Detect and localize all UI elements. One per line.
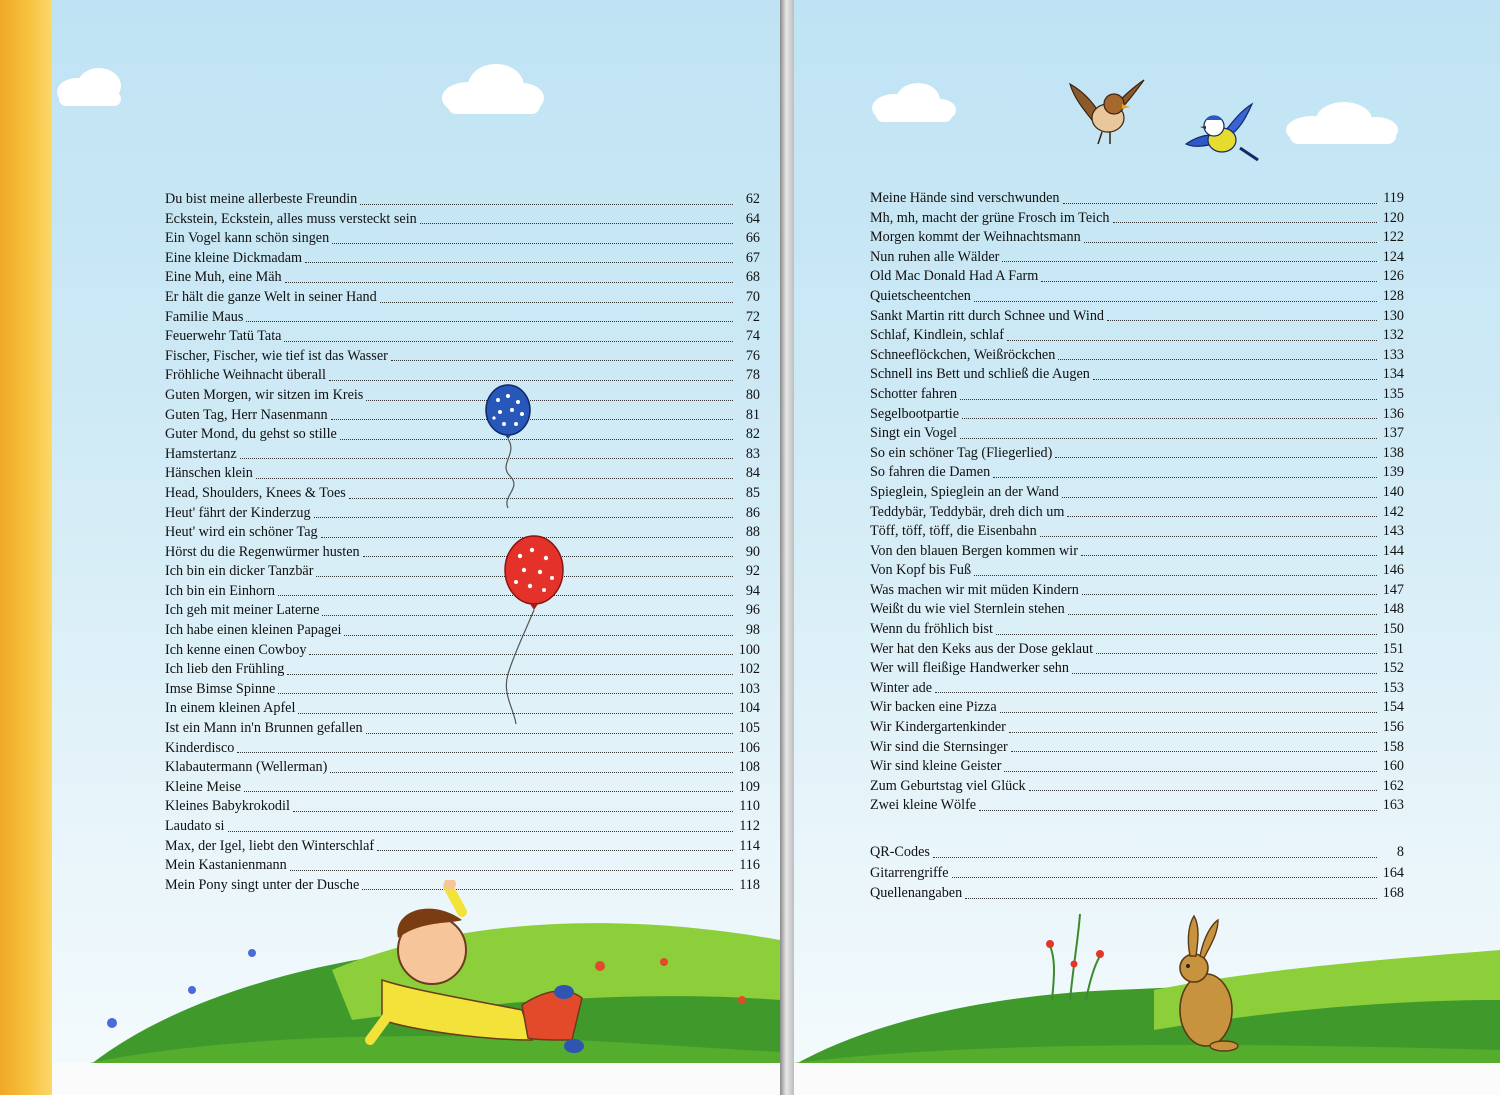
toc-entry-title: Head, Shoulders, Knees & Toes <box>165 484 346 501</box>
toc-entry-title: Eine kleine Dickmadam <box>165 249 303 266</box>
toc-entry-page-number: 118 <box>739 876 760 893</box>
toc-entry-page-number: 139 <box>1382 464 1404 481</box>
toc-entry-page-number: 136 <box>1382 405 1404 422</box>
toc-entry <box>165 464 760 484</box>
toc-entry-title: Feuerwehr Tatü Tata <box>165 328 282 345</box>
toc-entry-page-number: 168 <box>1382 885 1404 901</box>
toc-entry-page-number: 114 <box>739 837 760 854</box>
toc-entry-title: Von den blauen Bergen kommen wir <box>870 542 1078 559</box>
toc-dot-leader <box>1000 711 1377 713</box>
toc-entry-title: Weißt du wie viel Sternlein stehen <box>870 601 1065 618</box>
toc-entry <box>165 425 760 445</box>
toc-dot-leader <box>330 771 733 773</box>
toc-entry-title: Heut' wird ein schöner Tag <box>165 524 318 541</box>
toc-entry-title: Kleine Meise <box>165 778 242 795</box>
toc-entry-title: Hamstertanz <box>165 445 237 462</box>
toc-entry-page-number: 67 <box>745 249 760 266</box>
toc-entry-page-number: 160 <box>1382 758 1404 775</box>
toc-dot-leader <box>1068 613 1377 615</box>
toc-entry-page-number: 85 <box>745 484 760 501</box>
toc-entry <box>870 600 1404 620</box>
toc-entry-title: Schlaf, Kindlein, schlaf <box>870 327 1004 344</box>
toc-entry <box>165 699 760 719</box>
left-page <box>52 0 780 1095</box>
toc-dot-leader <box>290 869 733 871</box>
toc-entry-title: Wir sind die Sternsinger <box>870 738 1008 755</box>
toc-entry-page-number: 86 <box>745 504 760 521</box>
toc-entry <box>870 796 1404 816</box>
toc-entry-title: Guten Tag, Herr Nasenmann <box>165 406 328 423</box>
toc-dot-leader <box>1011 750 1377 752</box>
toc-entry-title: Familie Maus <box>165 308 244 325</box>
toc-entry-title: Hänschen klein <box>165 465 253 482</box>
toc-dot-leader <box>285 281 733 283</box>
toc-dot-leader <box>960 398 1377 400</box>
toc-entry <box>870 248 1404 268</box>
toc-entry-page-number: 104 <box>738 700 760 717</box>
toc-dot-leader <box>996 633 1377 635</box>
toc-entry-page-number: 106 <box>738 739 760 756</box>
toc-entry <box>165 680 760 700</box>
toc-entry-page-number: 133 <box>1382 346 1404 363</box>
toc-entry <box>165 719 760 739</box>
toc-dot-leader <box>935 691 1377 693</box>
toc-entry <box>165 210 760 230</box>
toc-entry-title: Ich bin ein dicker Tanzbär <box>165 563 314 580</box>
book-spine <box>780 0 794 1095</box>
toc-entry-title: Sankt Martin ritt durch Schnee und Wind <box>870 307 1105 324</box>
toc-entry <box>870 287 1404 307</box>
toc-entry <box>165 308 760 328</box>
toc-dot-leader <box>1040 535 1377 537</box>
toc-entry-title: Quietscheentchen <box>870 287 971 304</box>
toc-entry-title: Was machen wir mit müden Kindern <box>870 581 1079 598</box>
toc-list-appendix <box>870 842 1404 904</box>
toc-dot-leader <box>380 301 733 303</box>
toc-dot-leader <box>1067 515 1377 517</box>
toc-entry-title: Fischer, Fischer, wie tief ist das Wasser <box>165 347 388 364</box>
toc-entry-page-number: 116 <box>739 857 760 874</box>
toc-entry-page-number: 164 <box>1382 864 1404 881</box>
toc-entry <box>870 209 1404 229</box>
toc-dot-leader <box>237 751 733 753</box>
toc-entry <box>870 620 1404 640</box>
toc-dot-leader <box>1082 593 1377 595</box>
toc-entry-title: Segelbootpartie <box>870 405 960 422</box>
flower-stems-illustration <box>1050 914 1100 1000</box>
toc-entry <box>165 445 760 465</box>
toc-entry-title: Ich geh mit meiner Laterne <box>165 602 320 619</box>
toc-entry-page-number: 148 <box>1382 601 1404 618</box>
toc-entry-title: Ich kenne einen Cowboy <box>165 641 307 658</box>
red-balloon-illustration <box>494 534 574 734</box>
toc-entry <box>165 562 760 582</box>
toc-dot-leader <box>960 437 1377 439</box>
toc-entry <box>870 738 1404 758</box>
toc-entry-title: Schneeflöckchen, Weißröckchen <box>870 346 1056 363</box>
toc-entry <box>870 679 1404 699</box>
toc-entry-title: Kinderdisco <box>165 739 235 756</box>
toc-entry <box>870 189 1404 209</box>
toc-entry-page-number: 140 <box>1382 483 1404 500</box>
toc-entry-title: QR-Codes <box>870 844 930 860</box>
cloud-illustration <box>57 62 127 112</box>
right-page <box>794 0 1500 1095</box>
toc-entry-page-number: 103 <box>738 680 760 697</box>
toc-dot-leader <box>1007 339 1377 341</box>
toc-dot-leader <box>974 300 1377 302</box>
toc-dot-leader <box>1041 280 1377 282</box>
toc-entry <box>165 797 760 817</box>
toc-entry-page-number: 144 <box>1382 542 1404 559</box>
toc-dot-leader <box>979 809 1377 811</box>
toc-entry <box>870 863 1404 884</box>
toc-entry <box>165 739 760 759</box>
toc-dot-leader <box>377 849 733 851</box>
toc-entry-page-number: 156 <box>1382 719 1404 736</box>
toc-entry-page-number: 78 <box>745 367 760 384</box>
toc-entry-page-number: 122 <box>1382 229 1404 246</box>
toc-entry <box>165 817 760 837</box>
toc-entry-title: Schotter fahren <box>870 385 958 402</box>
toc-entry-page-number: 124 <box>1382 248 1404 265</box>
toc-entry <box>870 757 1404 777</box>
toc-dot-leader <box>993 476 1377 478</box>
toc-entry <box>165 758 760 778</box>
toc-entry-page-number: 134 <box>1382 366 1404 383</box>
bluetit-illustration <box>1180 100 1264 166</box>
cloud-illustration <box>438 58 548 118</box>
toc-entry-title: Spieglein, Spieglein an der Wand <box>870 483 1059 500</box>
toc-entry <box>165 268 760 288</box>
toc-dot-leader <box>1029 789 1377 791</box>
toc-entry <box>165 327 760 347</box>
cloud-illustration <box>1282 98 1402 148</box>
toc-entry-page-number: 94 <box>745 582 760 599</box>
toc-entry-title: Heut' fährt der Kinderzug <box>165 504 311 521</box>
toc-entry-title: Ich habe einen kleinen Papagei <box>165 622 342 639</box>
toc-entry <box>870 326 1404 346</box>
toc-entry-page-number: 126 <box>1382 268 1404 285</box>
toc-entry <box>165 778 760 798</box>
toc-entry-page-number: 64 <box>745 210 760 227</box>
toc-entry-page-number: 83 <box>745 445 760 462</box>
toc-dot-leader <box>1009 731 1377 733</box>
toc-dot-leader <box>933 856 1377 858</box>
toc-entry <box>870 267 1404 287</box>
toc-entry <box>165 660 760 680</box>
toc-entry-title: Fröhliche Weihnacht überall <box>165 367 326 384</box>
toc-entry <box>870 581 1404 601</box>
toc-entry-title: Wir backen eine Pizza <box>870 699 997 716</box>
toc-entry-page-number: 158 <box>1382 738 1404 755</box>
toc-dot-leader <box>952 876 1377 878</box>
toc-entry <box>165 523 760 543</box>
toc-entry-title: Kleines Babykrokodil <box>165 798 290 815</box>
toc-entry-page-number: 132 <box>1382 327 1404 344</box>
toc-entry <box>165 190 760 210</box>
toc-entry <box>870 718 1404 738</box>
toc-dot-leader <box>1058 358 1377 360</box>
toc-entry-page-number: 119 <box>1383 190 1404 206</box>
toc-entry-page-number: 102 <box>738 661 760 678</box>
toc-entry-title: Singt ein Vogel <box>870 425 957 442</box>
toc-dot-leader <box>1107 319 1377 321</box>
blue-balloon-illustration <box>478 384 538 514</box>
toc-dot-leader <box>1055 456 1377 458</box>
toc-entry <box>165 582 760 602</box>
toc-entry-page-number: 98 <box>745 622 760 639</box>
toc-entry-page-number: 84 <box>745 465 760 482</box>
toc-entry-page-number: 151 <box>1382 640 1404 657</box>
toc-entry-page-number: 82 <box>745 426 760 443</box>
toc-dot-leader <box>1084 241 1377 243</box>
toc-entry-page-number: 105 <box>738 720 760 737</box>
sparrow-illustration <box>1064 74 1150 150</box>
toc-dot-leader <box>1081 554 1377 556</box>
toc-entry <box>870 561 1404 581</box>
toc-entry-page-number: 146 <box>1382 562 1404 579</box>
toc-entry <box>165 249 760 269</box>
toc-dot-leader <box>366 399 733 401</box>
toc-entry-page-number: 147 <box>1382 581 1404 598</box>
toc-entry-page-number: 66 <box>745 230 760 247</box>
toc-entry-page-number: 150 <box>1382 621 1404 638</box>
toc-entry-page-number: 74 <box>745 328 760 345</box>
toc-entry <box>165 229 760 249</box>
toc-entry <box>870 228 1404 248</box>
toc-entry <box>870 424 1404 444</box>
toc-entry-title: Guten Morgen, wir sitzen im Kreis <box>165 386 364 403</box>
toc-entry-title: Von Kopf bis Fuß <box>870 562 972 579</box>
toc-dot-leader <box>349 497 733 499</box>
toc-dot-leader <box>1062 496 1377 498</box>
toc-entry <box>165 641 760 661</box>
toc-entry-title: Ein Vogel kann schön singen <box>165 230 330 247</box>
toc-entry <box>870 346 1404 366</box>
toc-entry-page-number: 70 <box>745 288 760 305</box>
toc-dot-leader <box>329 379 733 381</box>
toc-entry <box>870 503 1404 523</box>
toc-entry <box>870 542 1404 562</box>
toc-entry-title: Wer hat den Keks aus der Dose geklaut <box>870 640 1094 657</box>
toc-entry <box>870 777 1404 797</box>
toc-entry-title: Ist ein Mann in'n Brunnen gefallen <box>165 720 363 737</box>
toc-entry-page-number: 137 <box>1382 425 1404 442</box>
toc-entry-page-number: 62 <box>745 191 760 207</box>
toc-dot-leader <box>1004 770 1377 772</box>
toc-entry-page-number: 8 <box>1396 844 1404 860</box>
toc-entry-page-number: 135 <box>1382 385 1404 402</box>
toc-entry-title: Teddybär, Teddybär, dreh dich um <box>870 503 1065 520</box>
toc-entry-page-number: 138 <box>1382 444 1404 461</box>
toc-entry <box>870 405 1404 425</box>
toc-entry-page-number: 100 <box>738 641 760 658</box>
toc-dot-leader <box>244 790 733 792</box>
toc-entry-title: Gitarrengriffe <box>870 864 949 881</box>
toc-entry-title: Schnell ins Bett und schließ die Augen <box>870 366 1090 383</box>
toc-entry <box>870 385 1404 405</box>
toc-dot-leader <box>293 810 733 812</box>
toc-entry <box>165 856 760 876</box>
toc-entry-page-number: 163 <box>1382 797 1404 814</box>
toc-entry-title: Er hält die ganze Welt in seiner Hand <box>165 288 377 305</box>
toc-entry-title: In einem kleinen Apfel <box>165 700 296 717</box>
toc-entry-page-number: 152 <box>1382 660 1404 677</box>
toc-entry <box>165 366 760 386</box>
toc-entry-title: Töff, töff, töff, die Eisenbahn <box>870 523 1037 540</box>
toc-entry-title: Ich bin ein Einhorn <box>165 582 275 599</box>
toc-entry-page-number: 81 <box>745 406 760 423</box>
toc-dot-leader <box>360 203 733 205</box>
toc-list-left <box>165 190 760 895</box>
toc-entry-page-number: 68 <box>745 269 760 286</box>
toc-entry-page-number: 92 <box>745 563 760 580</box>
toc-entry-page-number: 72 <box>745 308 760 325</box>
toc-entry-page-number: 112 <box>739 818 760 834</box>
toc-dot-leader <box>962 417 1377 419</box>
toc-entry-page-number: 109 <box>738 778 760 795</box>
toc-entry <box>870 842 1404 863</box>
toc-entry-title: Mh, mh, macht der grüne Frosch im Teich <box>870 209 1110 226</box>
toc-entry-title: Imse Bimse Spinne <box>165 680 276 697</box>
toc-entry-title: Mein Pony singt unter der Dusche <box>165 876 360 893</box>
toc-dot-leader <box>332 242 733 244</box>
toc-entry-page-number: 76 <box>745 347 760 364</box>
toc-entry-title: Nun ruhen alle Wälder <box>870 248 1000 265</box>
toc-list-right <box>870 189 1404 816</box>
toc-entry-page-number: 80 <box>745 386 760 403</box>
toc-entry-title: Quellenangaben <box>870 885 963 901</box>
meadow-illustration <box>794 900 1500 1095</box>
toc-entry <box>165 504 760 524</box>
toc-entry <box>870 444 1404 464</box>
toc-entry-title: Old Mac Donald Had A Farm <box>870 268 1039 285</box>
toc-entry-page-number: 96 <box>745 602 760 619</box>
toc-entry-title: So fahren die Damen <box>870 464 991 481</box>
toc-entry-page-number: 153 <box>1382 679 1404 696</box>
toc-entry-page-number: 120 <box>1382 209 1404 226</box>
cloud-illustration <box>868 80 958 126</box>
toc-entry <box>165 347 760 367</box>
toc-entry <box>870 640 1404 660</box>
toc-entry-title: Meine Hände sind verschwunden <box>870 190 1060 206</box>
toc-entry-page-number: 90 <box>745 543 760 560</box>
toc-entry-title: Wer will fleißige Handwerker sehn <box>870 660 1069 677</box>
toc-entry-title: Du bist meine allerbeste Freundin <box>165 191 358 207</box>
toc-entry-title: Laudato si <box>165 818 225 834</box>
toc-entry-page-number: 142 <box>1382 503 1404 520</box>
toc-entry <box>165 484 760 504</box>
toc-entry <box>870 307 1404 327</box>
toc-entry-page-number: 128 <box>1382 287 1404 304</box>
toc-dot-leader <box>974 574 1377 576</box>
toc-dot-leader <box>1002 260 1377 262</box>
toc-entry-page-number: 154 <box>1382 699 1404 716</box>
toc-entry <box>870 659 1404 679</box>
toc-entry <box>165 386 760 406</box>
toc-entry <box>870 522 1404 542</box>
toc-entry <box>870 483 1404 503</box>
toc-dot-leader <box>228 830 734 832</box>
toc-entry-page-number: 130 <box>1382 307 1404 324</box>
toc-entry <box>165 621 760 641</box>
toc-entry <box>165 837 760 857</box>
toc-entry-title: Ich lieb den Frühling <box>165 661 285 678</box>
toc-entry <box>165 601 760 621</box>
toc-entry-title: Mein Kastanienmann <box>165 857 287 874</box>
toc-entry-title: Eckstein, Eckstein, alles muss versteckt sein <box>165 210 417 227</box>
toc-entry-title: Wir Kindergartenkinder <box>870 719 1006 736</box>
toc-entry-title: Zwei kleine Wölfe <box>870 797 977 814</box>
toc-dot-leader <box>1072 672 1377 674</box>
toc-dot-leader <box>1113 221 1378 223</box>
toc-entry-title: Wenn du fröhlich bist <box>870 621 993 638</box>
toc-entry <box>165 406 760 426</box>
toc-dot-leader <box>391 359 733 361</box>
toc-entry <box>870 365 1404 385</box>
toc-entry <box>165 543 760 563</box>
toc-entry-title: Zum Geburtstag viel Glück <box>870 777 1026 794</box>
toc-dot-leader <box>1093 378 1377 380</box>
toc-entry-title: Morgen kommt der Weihnachtsmann <box>870 229 1081 246</box>
toc-dot-leader <box>965 897 1377 899</box>
toc-entry-page-number: 88 <box>745 524 760 541</box>
toc-entry-page-number: 110 <box>739 798 760 815</box>
toc-entry-title: Wir sind kleine Geister <box>870 758 1002 775</box>
toc-entry <box>870 698 1404 718</box>
toc-entry <box>870 463 1404 483</box>
toc-entry-page-number: 143 <box>1382 523 1404 540</box>
toc-entry-title: Eine Muh, eine Mäh <box>165 269 282 286</box>
book-cover-edge <box>0 0 52 1095</box>
toc-entry-page-number: 108 <box>738 759 760 776</box>
toc-entry-title: Guter Mond, du gehst so stille <box>165 426 337 443</box>
toc-entry-page-number: 162 <box>1382 777 1404 794</box>
toc-dot-leader <box>246 320 733 322</box>
toc-dot-leader <box>305 261 733 263</box>
toc-dot-leader <box>1096 652 1377 654</box>
toc-entry-title: Hörst du die Regenwürmer husten <box>165 543 360 560</box>
toc-dot-leader <box>420 222 733 224</box>
toc-entry-title: Max, der Igel, liebt den Winterschlaf <box>165 837 375 854</box>
toc-entry-title: Winter ade <box>870 679 933 696</box>
toc-entry-title: So ein schöner Tag (Fliegerlied) <box>870 444 1053 461</box>
toc-dot-leader <box>314 516 733 518</box>
toc-entry <box>165 288 760 308</box>
toc-dot-leader <box>1063 202 1377 204</box>
meadow-illustration <box>52 880 780 1095</box>
toc-entry-title: Klabautermann (Wellerman) <box>165 759 328 776</box>
toc-dot-leader <box>284 340 733 342</box>
